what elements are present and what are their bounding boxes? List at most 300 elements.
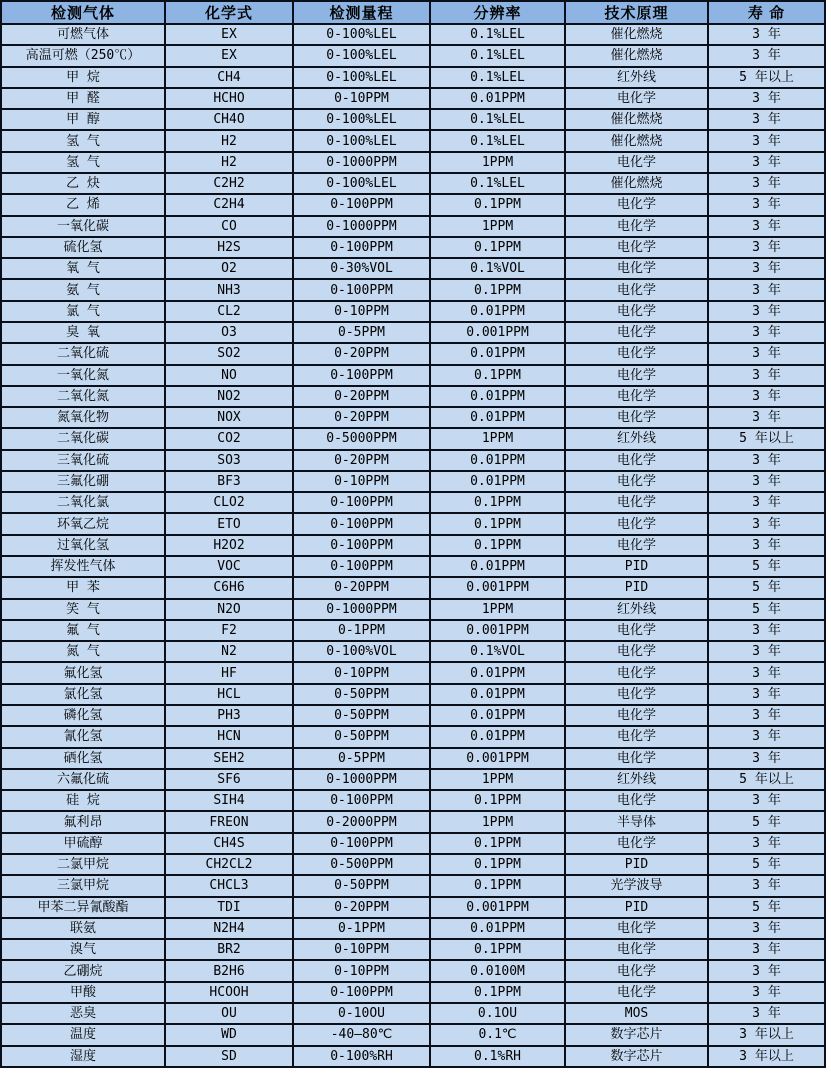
table-cell: PID bbox=[565, 854, 708, 875]
table-cell: 0-50PPM bbox=[293, 684, 430, 705]
table-cell: B2H6 bbox=[165, 960, 293, 981]
table-cell: 0.001PPM bbox=[430, 748, 565, 769]
table-cell: 电化学 bbox=[565, 684, 708, 705]
table-cell: 0-50PPM bbox=[293, 726, 430, 747]
table-cell: 笑 气 bbox=[1, 599, 165, 620]
table-cell: 电化学 bbox=[565, 258, 708, 279]
table-cell: 3 年 bbox=[708, 471, 825, 492]
table-cell: 硅 烷 bbox=[1, 790, 165, 811]
table-row bbox=[1, 407, 825, 428]
table-cell: N2O bbox=[165, 599, 293, 620]
table-cell: N2H4 bbox=[165, 918, 293, 939]
table-cell: 0.01PPM bbox=[430, 301, 565, 322]
table-cell: 电化学 bbox=[565, 365, 708, 386]
table-row bbox=[1, 1046, 825, 1068]
table-row bbox=[1, 386, 825, 407]
table-cell: 乙 烯 bbox=[1, 194, 165, 215]
table-cell: 催化燃烧 bbox=[565, 130, 708, 151]
table-cell: 0.1PPM bbox=[430, 513, 565, 534]
table-cell: 0.001PPM bbox=[430, 620, 565, 641]
table-cell: 催化燃烧 bbox=[565, 45, 708, 66]
table-cell: 3 年 bbox=[708, 1003, 825, 1024]
table-row bbox=[1, 599, 825, 620]
table-cell: 0.1%LEL bbox=[430, 45, 565, 66]
table-cell: 0-5PPM bbox=[293, 748, 430, 769]
table-row bbox=[1, 577, 825, 598]
table-cell: 3 年 bbox=[708, 24, 825, 45]
table-row bbox=[1, 620, 825, 641]
table-cell: 乙 炔 bbox=[1, 173, 165, 194]
table-cell: 氧 气 bbox=[1, 258, 165, 279]
table-cell: 5 年 bbox=[708, 599, 825, 620]
table-cell: 0-10PPM bbox=[293, 301, 430, 322]
table-row bbox=[1, 45, 825, 66]
table-cell: 可燃气体 bbox=[1, 24, 165, 45]
table-cell: BR2 bbox=[165, 939, 293, 960]
table-cell: FREON bbox=[165, 811, 293, 832]
table-row bbox=[1, 769, 825, 790]
table-cell: 联氨 bbox=[1, 918, 165, 939]
table-cell: 电化学 bbox=[565, 662, 708, 683]
table-cell: HCOOH bbox=[165, 982, 293, 1003]
table-cell: 一氧化碳 bbox=[1, 216, 165, 237]
table-cell: 0-100%VOL bbox=[293, 641, 430, 662]
table-cell: 0-10PPM bbox=[293, 662, 430, 683]
table-cell: 3 年 bbox=[708, 939, 825, 960]
table-cell: 0.1OU bbox=[430, 1003, 565, 1024]
table-row bbox=[1, 216, 825, 237]
table-cell: 0-100PPM bbox=[293, 513, 430, 534]
table-cell: HCL bbox=[165, 684, 293, 705]
table-cell: 红外线 bbox=[565, 769, 708, 790]
table-cell: 3 年 bbox=[708, 705, 825, 726]
table-cell: 乙硼烷 bbox=[1, 960, 165, 981]
table-cell: 0-20PPM bbox=[293, 450, 430, 471]
table-cell: 电化学 bbox=[565, 960, 708, 981]
table-row bbox=[1, 790, 825, 811]
table-cell: 1PPM bbox=[430, 599, 565, 620]
table-cell: 0.0100M bbox=[430, 960, 565, 981]
table-cell: 1PPM bbox=[430, 769, 565, 790]
table-cell: 电化学 bbox=[565, 939, 708, 960]
table-row bbox=[1, 960, 825, 981]
table-cell: 1PPM bbox=[430, 152, 565, 173]
table-cell: 0.1PPM bbox=[430, 833, 565, 854]
table-cell: 0-100PPM bbox=[293, 535, 430, 556]
table-cell: CO bbox=[165, 216, 293, 237]
table-cell: 氢 气 bbox=[1, 152, 165, 173]
table-cell: 催化燃烧 bbox=[565, 109, 708, 130]
table-cell: 电化学 bbox=[565, 471, 708, 492]
table-row bbox=[1, 875, 825, 896]
table-cell: 电化学 bbox=[565, 492, 708, 513]
table-row bbox=[1, 194, 825, 215]
table-cell: 0-100%LEL bbox=[293, 109, 430, 130]
table-cell: 0-30%VOL bbox=[293, 258, 430, 279]
table-cell: SEH2 bbox=[165, 748, 293, 769]
table-cell: 3 年 bbox=[708, 684, 825, 705]
table-cell: 3 年 bbox=[708, 726, 825, 747]
table-cell: HCN bbox=[165, 726, 293, 747]
table-cell: OU bbox=[165, 1003, 293, 1024]
table-cell: 3 年 bbox=[708, 492, 825, 513]
table-cell: 氯化氢 bbox=[1, 684, 165, 705]
table-cell: 0-5PPM bbox=[293, 322, 430, 343]
table-cell: 0-1PPM bbox=[293, 620, 430, 641]
table-cell: 3 年 bbox=[708, 301, 825, 322]
table-row bbox=[1, 854, 825, 875]
table-cell: 氟 气 bbox=[1, 620, 165, 641]
table-cell: 0-100PPM bbox=[293, 982, 430, 1003]
table-cell: 0-1000PPM bbox=[293, 216, 430, 237]
table-row bbox=[1, 492, 825, 513]
table-row bbox=[1, 258, 825, 279]
table-cell: 5 年以上 bbox=[708, 769, 825, 790]
table-cell: 5 年 bbox=[708, 556, 825, 577]
table-cell: PID bbox=[565, 897, 708, 918]
table-cell: 3 年 bbox=[708, 279, 825, 300]
table-cell: 1PPM bbox=[430, 216, 565, 237]
table-cell: 氟利昂 bbox=[1, 811, 165, 832]
table-row bbox=[1, 109, 825, 130]
table-cell: 电化学 bbox=[565, 535, 708, 556]
table-row bbox=[1, 939, 825, 960]
table-cell: 0-100PPM bbox=[293, 556, 430, 577]
table-cell: 3 年 bbox=[708, 407, 825, 428]
table-cell: 3 年 bbox=[708, 790, 825, 811]
column-header: 化学式 bbox=[165, 1, 293, 24]
table-cell: 甲 醇 bbox=[1, 109, 165, 130]
table-cell: 0.1%VOL bbox=[430, 258, 565, 279]
table-cell: 电化学 bbox=[565, 194, 708, 215]
table-cell: 三氯甲烷 bbox=[1, 875, 165, 896]
table-cell: 一氧化氮 bbox=[1, 365, 165, 386]
table-row bbox=[1, 279, 825, 300]
table-cell: 电化学 bbox=[565, 301, 708, 322]
table-cell: SD bbox=[165, 1046, 293, 1068]
table-cell: 氢 气 bbox=[1, 130, 165, 151]
table-cell: 3 年 bbox=[708, 450, 825, 471]
table-cell: 0-50PPM bbox=[293, 705, 430, 726]
table-cell: CH4O bbox=[165, 109, 293, 130]
table-cell: 3 年 bbox=[708, 386, 825, 407]
table-cell: 3 年 bbox=[708, 982, 825, 1003]
table-cell: PID bbox=[565, 577, 708, 598]
table-cell: 0.01PPM bbox=[430, 386, 565, 407]
table-cell: 0-1000PPM bbox=[293, 769, 430, 790]
table-cell: 0-100PPM bbox=[293, 279, 430, 300]
column-header: 检测量程 bbox=[293, 1, 430, 24]
table-cell: SIH4 bbox=[165, 790, 293, 811]
table-cell: CH2CL2 bbox=[165, 854, 293, 875]
table-cell: 0.01PPM bbox=[430, 726, 565, 747]
table-row bbox=[1, 301, 825, 322]
table-cell: 0-100%LEL bbox=[293, 45, 430, 66]
table-cell: 3 年 bbox=[708, 194, 825, 215]
table-row bbox=[1, 173, 825, 194]
table-row bbox=[1, 88, 825, 109]
table-cell: 0-10PPM bbox=[293, 88, 430, 109]
table-row bbox=[1, 1003, 825, 1024]
column-header: 检测气体 bbox=[1, 1, 165, 24]
table-row bbox=[1, 1024, 825, 1045]
table-cell: 0.1PPM bbox=[430, 875, 565, 896]
table-cell: 0-100PPM bbox=[293, 492, 430, 513]
table-row bbox=[1, 897, 825, 918]
table-cell: 三氧化硫 bbox=[1, 450, 165, 471]
table-cell: 0.1%LEL bbox=[430, 67, 565, 88]
column-header: 技术原理 bbox=[565, 1, 708, 24]
table-cell: 0-20PPM bbox=[293, 407, 430, 428]
table-cell: 0.001PPM bbox=[430, 322, 565, 343]
table-cell: 0-1000PPM bbox=[293, 152, 430, 173]
table-cell: 电化学 bbox=[565, 279, 708, 300]
table-cell: O3 bbox=[165, 322, 293, 343]
table-row bbox=[1, 811, 825, 832]
table-cell: 5 年 bbox=[708, 897, 825, 918]
table-body bbox=[1, 24, 825, 1067]
table-cell: 0-100PPM bbox=[293, 365, 430, 386]
table-row bbox=[1, 705, 825, 726]
table-cell: 3 年 bbox=[708, 513, 825, 534]
table-row bbox=[1, 130, 825, 151]
table-cell: 3 年 bbox=[708, 960, 825, 981]
table-row bbox=[1, 343, 825, 364]
table-cell: 0-10PPM bbox=[293, 471, 430, 492]
table-cell: 3 年 bbox=[708, 109, 825, 130]
table-cell: 氟化氢 bbox=[1, 662, 165, 683]
table-cell: 0-10OU bbox=[293, 1003, 430, 1024]
table-cell: 3 年 bbox=[708, 173, 825, 194]
table-cell: C2H2 bbox=[165, 173, 293, 194]
table-cell: 电化学 bbox=[565, 407, 708, 428]
table-row bbox=[1, 535, 825, 556]
table-cell: 0.1%LEL bbox=[430, 173, 565, 194]
table-cell: 二氧化硫 bbox=[1, 343, 165, 364]
table-cell: 0.01PPM bbox=[430, 407, 565, 428]
table-cell: 电化学 bbox=[565, 88, 708, 109]
table-cell: 0-1PPM bbox=[293, 918, 430, 939]
table-row bbox=[1, 237, 825, 258]
table-cell: 0.01PPM bbox=[430, 918, 565, 939]
table-cell: 甲苯二异氰酸酯 bbox=[1, 897, 165, 918]
table-row bbox=[1, 428, 825, 449]
table-cell: 0.1PPM bbox=[430, 194, 565, 215]
table-cell: 5 年 bbox=[708, 854, 825, 875]
table-cell: 二氧化氮 bbox=[1, 386, 165, 407]
table-cell: 氯 气 bbox=[1, 301, 165, 322]
table-cell: CHCL3 bbox=[165, 875, 293, 896]
table-cell: 0-100PPM bbox=[293, 833, 430, 854]
table-cell: ETO bbox=[165, 513, 293, 534]
table-row bbox=[1, 662, 825, 683]
table-cell: 甲酸 bbox=[1, 982, 165, 1003]
table-cell: 3 年 bbox=[708, 258, 825, 279]
table-cell: 3 年 bbox=[708, 322, 825, 343]
table-cell: 0.1%LEL bbox=[430, 130, 565, 151]
column-header: 寿 命 bbox=[708, 1, 825, 24]
table-cell: 3 年 bbox=[708, 641, 825, 662]
table-row bbox=[1, 471, 825, 492]
table-cell: 红外线 bbox=[565, 599, 708, 620]
table-cell: 0-100%LEL bbox=[293, 24, 430, 45]
table-cell: 5 年 bbox=[708, 577, 825, 598]
table-row bbox=[1, 365, 825, 386]
table-cell: 电化学 bbox=[565, 450, 708, 471]
table-cell: H2S bbox=[165, 237, 293, 258]
table-cell: 0-20PPM bbox=[293, 897, 430, 918]
table-cell: N2 bbox=[165, 641, 293, 662]
table-cell: 氰化氢 bbox=[1, 726, 165, 747]
table-cell: 硫化氢 bbox=[1, 237, 165, 258]
table-row bbox=[1, 67, 825, 88]
table-row bbox=[1, 322, 825, 343]
table-cell: 电化学 bbox=[565, 620, 708, 641]
table-cell: 电化学 bbox=[565, 386, 708, 407]
table-cell: 二氧化碳 bbox=[1, 428, 165, 449]
table-cell: 恶臭 bbox=[1, 1003, 165, 1024]
table-row bbox=[1, 24, 825, 45]
table-cell: 甲 烷 bbox=[1, 67, 165, 88]
table-cell: SO3 bbox=[165, 450, 293, 471]
table-cell: 甲 醛 bbox=[1, 88, 165, 109]
table-row bbox=[1, 450, 825, 471]
table-cell: 溴气 bbox=[1, 939, 165, 960]
table-cell: VOC bbox=[165, 556, 293, 577]
table-cell: 臭 氧 bbox=[1, 322, 165, 343]
table-cell: MOS bbox=[565, 1003, 708, 1024]
table-cell: TDI bbox=[165, 897, 293, 918]
table-cell: PH3 bbox=[165, 705, 293, 726]
table-cell: 0.1PPM bbox=[430, 790, 565, 811]
table-cell: 3 年 bbox=[708, 130, 825, 151]
table-cell: 0-100%RH bbox=[293, 1046, 430, 1068]
table-cell: 3 年 bbox=[708, 620, 825, 641]
table-cell: 0.01PPM bbox=[430, 705, 565, 726]
table-cell: 过氧化氢 bbox=[1, 535, 165, 556]
table-cell: 0.01PPM bbox=[430, 471, 565, 492]
table-cell: 0.001PPM bbox=[430, 897, 565, 918]
table-cell: 催化燃烧 bbox=[565, 24, 708, 45]
table-cell: H2O2 bbox=[165, 535, 293, 556]
table-cell: WD bbox=[165, 1024, 293, 1045]
table-row bbox=[1, 726, 825, 747]
table-cell: 半导体 bbox=[565, 811, 708, 832]
table-cell: 0.1%LEL bbox=[430, 24, 565, 45]
table-cell: EX bbox=[165, 24, 293, 45]
table-cell: 电化学 bbox=[565, 982, 708, 1003]
table-cell: NO2 bbox=[165, 386, 293, 407]
table-cell: C2H4 bbox=[165, 194, 293, 215]
table-cell: C6H6 bbox=[165, 577, 293, 598]
table-cell: 1PPM bbox=[430, 811, 565, 832]
table-cell: F2 bbox=[165, 620, 293, 641]
table-cell: 3 年 bbox=[708, 343, 825, 364]
table-cell: 0-20PPM bbox=[293, 577, 430, 598]
table-cell: 3 年 bbox=[708, 237, 825, 258]
table-cell: 0-100%LEL bbox=[293, 173, 430, 194]
table-cell: 3 年以上 bbox=[708, 1046, 825, 1068]
table-cell: 0.01PPM bbox=[430, 684, 565, 705]
table-cell: 0-100PPM bbox=[293, 237, 430, 258]
table-cell: NO bbox=[165, 365, 293, 386]
table-cell: 3 年 bbox=[708, 365, 825, 386]
table-cell: 挥发性气体 bbox=[1, 556, 165, 577]
table-cell: 0-100%LEL bbox=[293, 130, 430, 151]
table-cell: 3 年 bbox=[708, 875, 825, 896]
table-cell: NOX bbox=[165, 407, 293, 428]
table-cell: 0-500PPM bbox=[293, 854, 430, 875]
table-cell: 0.1%RH bbox=[430, 1046, 565, 1068]
table-cell: 硒化氢 bbox=[1, 748, 165, 769]
table-cell: 0.01PPM bbox=[430, 343, 565, 364]
table-cell: 电化学 bbox=[565, 641, 708, 662]
table-cell: PID bbox=[565, 556, 708, 577]
table-cell: NH3 bbox=[165, 279, 293, 300]
table-cell: 0.1%VOL bbox=[430, 641, 565, 662]
table-cell: 湿度 bbox=[1, 1046, 165, 1068]
table-cell: 0.1℃ bbox=[430, 1024, 565, 1045]
table-cell: 氮氧化物 bbox=[1, 407, 165, 428]
table-cell: 0.1PPM bbox=[430, 535, 565, 556]
table-cell: O2 bbox=[165, 258, 293, 279]
table-cell: 电化学 bbox=[565, 513, 708, 534]
table-cell: CH4S bbox=[165, 833, 293, 854]
table-cell: 3 年 bbox=[708, 88, 825, 109]
table-cell: 电化学 bbox=[565, 833, 708, 854]
table-cell: 电化学 bbox=[565, 216, 708, 237]
table-cell: CL2 bbox=[165, 301, 293, 322]
table-cell: SO2 bbox=[165, 343, 293, 364]
table-cell: 电化学 bbox=[565, 790, 708, 811]
table-cell: 甲 苯 bbox=[1, 577, 165, 598]
table-cell: H2 bbox=[165, 130, 293, 151]
table-cell: 高温可燃（250℃） bbox=[1, 45, 165, 66]
table-row bbox=[1, 982, 825, 1003]
table-cell: 5 年以上 bbox=[708, 428, 825, 449]
table-cell: 0.01PPM bbox=[430, 662, 565, 683]
table-cell: 0-20PPM bbox=[293, 386, 430, 407]
table-cell: 3 年以上 bbox=[708, 1024, 825, 1045]
table-cell: 三氟化硼 bbox=[1, 471, 165, 492]
table-cell: 0.001PPM bbox=[430, 577, 565, 598]
table-cell: 5 年以上 bbox=[708, 67, 825, 88]
table-cell: 3 年 bbox=[708, 918, 825, 939]
table-cell: 0-5000PPM bbox=[293, 428, 430, 449]
table-cell: 电化学 bbox=[565, 726, 708, 747]
table-cell: 3 年 bbox=[708, 45, 825, 66]
table-cell: 数字芯片 bbox=[565, 1046, 708, 1068]
table-cell: 0-100PPM bbox=[293, 790, 430, 811]
table-cell: 二氧化氯 bbox=[1, 492, 165, 513]
table-cell: CLO2 bbox=[165, 492, 293, 513]
table-cell: 3 年 bbox=[708, 662, 825, 683]
table-cell: 红外线 bbox=[565, 428, 708, 449]
table-cell: 0.01PPM bbox=[430, 450, 565, 471]
table-cell: 电化学 bbox=[565, 705, 708, 726]
table-cell: 电化学 bbox=[565, 237, 708, 258]
table-cell: 0.1PPM bbox=[430, 854, 565, 875]
table-row bbox=[1, 918, 825, 939]
table-cell: CO2 bbox=[165, 428, 293, 449]
column-header: 分辨率 bbox=[430, 1, 565, 24]
table-cell: 红外线 bbox=[565, 67, 708, 88]
table-row bbox=[1, 152, 825, 173]
table-cell: BF3 bbox=[165, 471, 293, 492]
table-cell: EX bbox=[165, 45, 293, 66]
table-cell: 0.01PPM bbox=[430, 556, 565, 577]
table-cell: 氮 气 bbox=[1, 641, 165, 662]
